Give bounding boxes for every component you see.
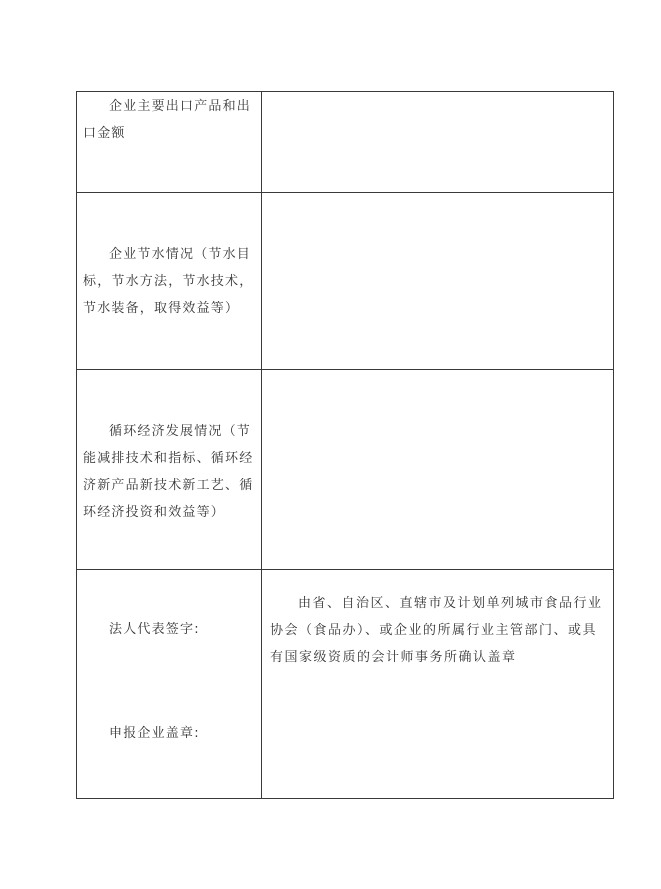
signature-label-cell [77, 570, 262, 799]
export-products-value-cell[interactable] [262, 92, 614, 193]
form-label-cell [77, 370, 262, 570]
application-form-table [76, 91, 614, 799]
confirmation-cell[interactable] [262, 570, 614, 799]
water-saving-label: 企业节水情况（节水目标，节水方法，节水技术，节水装备，取得效益等） [83, 247, 254, 316]
company-seal-label: 申报企业盖章: [109, 726, 200, 741]
form-row-signature [77, 570, 614, 799]
water-saving-value-cell[interactable] [262, 193, 614, 370]
form-row-export-products [77, 92, 614, 193]
form-row-circular-economy [77, 370, 614, 570]
confirmation-text: 由省、自治区、直辖市及计划单列城市食品行业协会（食品办）、或企业的所属行业主管部门、或具有国家级资质的会计师事务所确认盖章 [270, 596, 603, 665]
circular-economy-value-cell[interactable] [262, 370, 614, 570]
legal-rep-signature-label: 法人代表签字: [109, 622, 200, 637]
form-label-cell [77, 193, 262, 370]
circular-economy-label: 循环经济发展情况（节能减排技术和指标、循环经济新产品新技术新工艺、循环经济投资和效益等） [83, 424, 254, 520]
export-products-label: 企业主要出口产品和出口金额 [83, 99, 252, 141]
form-label-cell [77, 92, 262, 193]
form-row-water-saving [77, 193, 614, 370]
